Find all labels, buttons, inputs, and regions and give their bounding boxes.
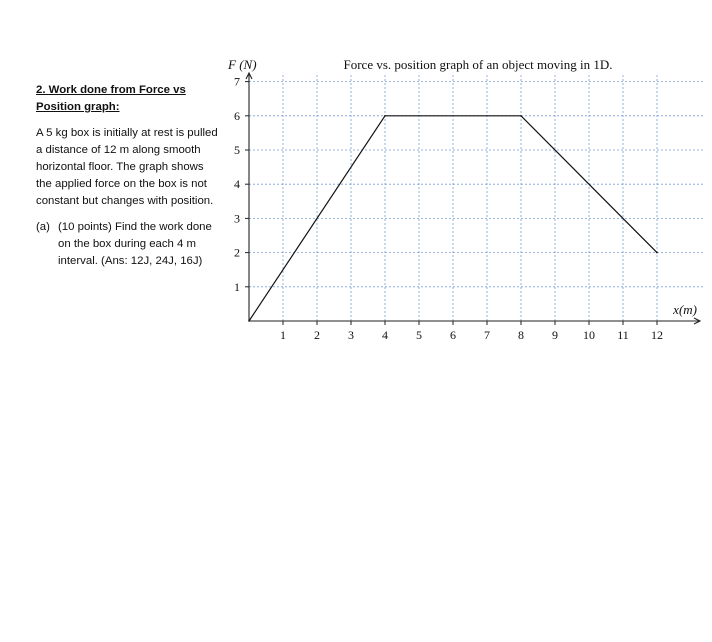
data-point-0-0	[248, 320, 250, 322]
data-point-0-1	[384, 115, 386, 117]
data-point-0-3	[656, 252, 658, 254]
part-a-label: (a)	[36, 221, 50, 233]
y-tick-label-3: 3	[234, 211, 240, 226]
x-axis-label: x(m)	[673, 302, 697, 317]
x-tick-label-6: 6	[450, 328, 456, 342]
x-tick-label-12: 12	[651, 328, 663, 342]
x-tick-label-4: 4	[382, 328, 388, 342]
data-point-0-2	[520, 115, 522, 117]
problem-paragraph: A 5 kg box is initially at rest is pulled a distance of 12 m along smooth horizontal floor. The graph shows the applied force on the box is not constant but changes with position.	[36, 127, 218, 207]
axes	[245, 73, 700, 325]
part-a-text: (10 points) Find the work done on the box during each 4 m interval. (Ans: 12J, 24J, 16J)	[58, 221, 212, 267]
x-tick-label-2: 2	[314, 328, 320, 342]
grid	[249, 75, 705, 321]
y-tick-label-2: 2	[234, 245, 240, 260]
problem-heading-line-2: Position graph:	[36, 101, 120, 113]
y-tick-label-6: 6	[234, 108, 240, 123]
y-tick-label-4: 4	[234, 177, 240, 192]
x-tick-label-9: 9	[552, 328, 558, 342]
x-tick-label-5: 5	[416, 328, 422, 342]
x-tick-label-11: 11	[617, 328, 629, 342]
problem-heading-line-1: 2. Work done from Force vs	[36, 84, 186, 96]
y-axis-label: F (N)	[228, 57, 257, 72]
y-tick-label-7: 7	[234, 74, 240, 89]
chart-title: Force vs. position graph of an object moving in 1D.	[343, 57, 613, 72]
x-tick-label-8: 8	[518, 328, 524, 342]
x-tick-label-10: 10	[583, 328, 595, 342]
y-tick-label-5: 5	[234, 143, 240, 157]
x-tick-label-1: 1	[280, 328, 286, 342]
x-tick-label-7: 7	[484, 328, 490, 342]
labels	[227, 57, 697, 342]
x-tick-label-3: 3	[348, 328, 354, 342]
y-tick-label-1: 1	[234, 279, 240, 294]
